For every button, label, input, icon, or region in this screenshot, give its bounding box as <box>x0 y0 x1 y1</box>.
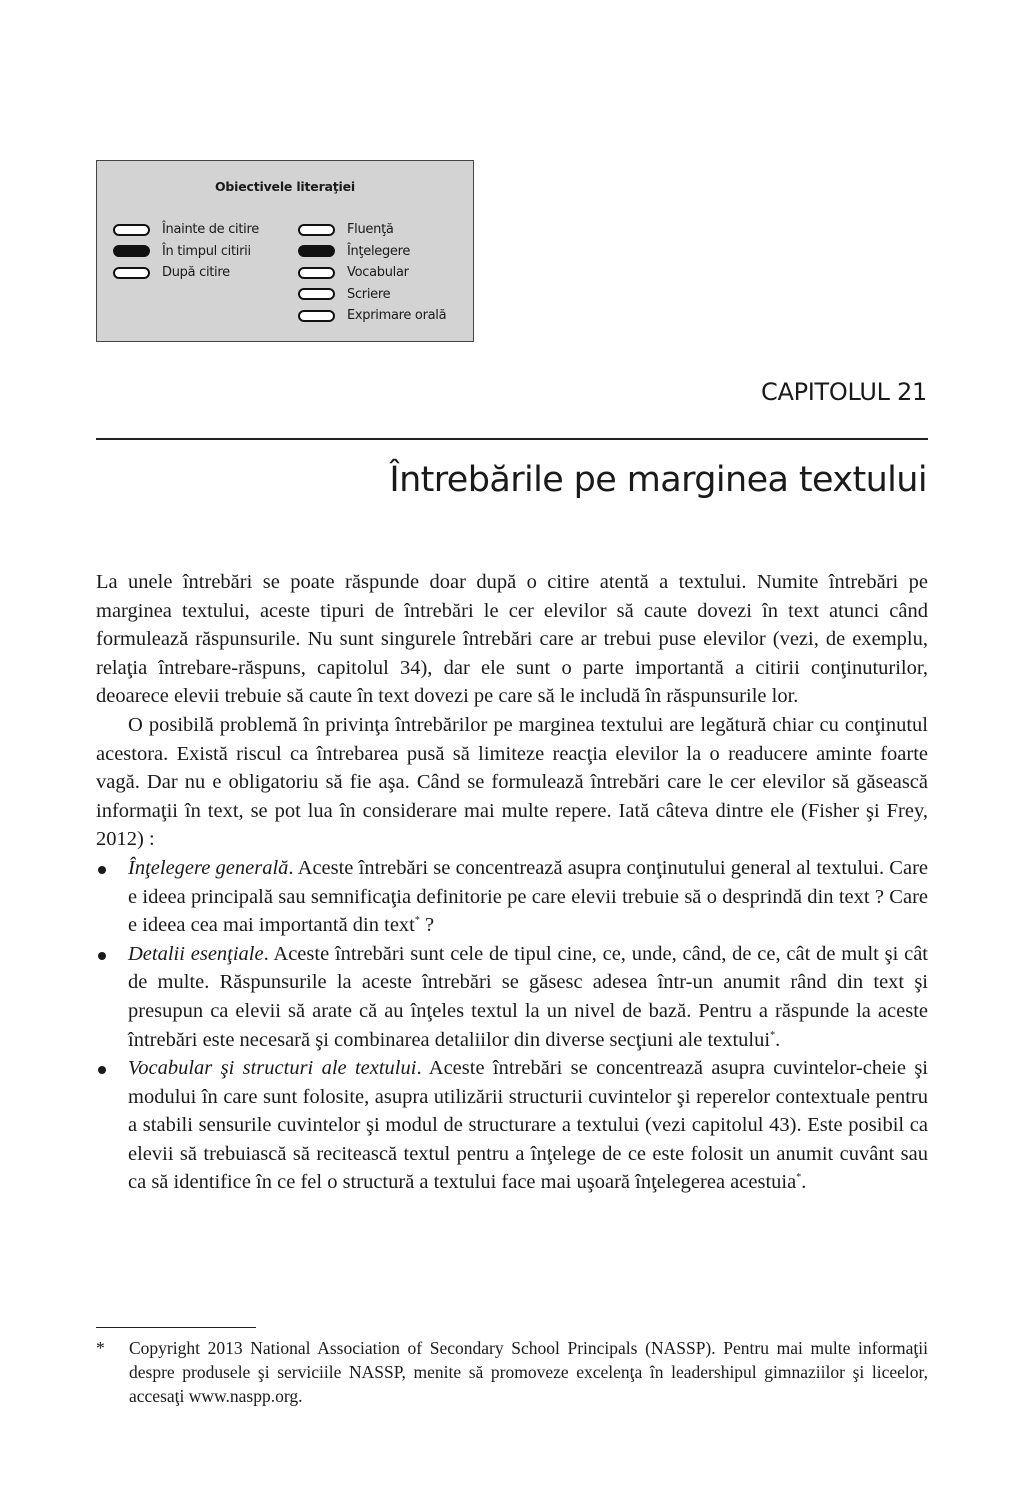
objective-label: După citire <box>162 265 230 281</box>
list-item-text-end: . <box>801 1171 807 1194</box>
bullet-icon <box>98 952 106 960</box>
objectives-reading-stage-column <box>113 219 259 284</box>
chapter-divider <box>96 438 928 440</box>
objective-item <box>113 219 259 241</box>
objectives-title: Obiectivele literaţiei <box>215 179 355 194</box>
empty-pill-icon <box>298 288 335 300</box>
paragraph: O posibilă problemă în privinţa întrebărilor pe marginea textului are legătură chiar cu conţinutul acestora. Există riscul ca întrebarea pusă să limiteze reacţia elevilor la o readucere aminte foarte vagă. Dar nu e obligatoriu să fie aşa. Când se formulează întrebări care le cer elevilor să găsească informaţii în text, se pot lua în considerare mai multe repere. Iată câteva dintre ele (Fisher şi Frey, 2012) : <box>96 713 928 851</box>
footnote-reference: * <box>414 915 420 927</box>
objective-label: Înţelegere <box>347 243 411 259</box>
empty-pill-icon <box>298 267 335 279</box>
footnote <box>96 1336 928 1408</box>
list-item <box>96 940 928 1054</box>
objective-label: Fluenţă <box>347 222 394 238</box>
list-item <box>96 1054 928 1197</box>
footnote-divider <box>96 1327 256 1328</box>
objective-label: Vocabular <box>347 265 409 281</box>
empty-pill-icon <box>113 224 150 236</box>
objective-item <box>113 262 259 284</box>
list-item <box>96 854 928 940</box>
filled-pill-icon <box>113 245 150 257</box>
list-item-term: Înţelegere generală <box>128 856 289 879</box>
list-item-text-end: . <box>775 1028 781 1051</box>
footnote-mark: * <box>96 1338 105 1358</box>
empty-pill-icon <box>298 310 335 322</box>
objective-label: Exprimare orală <box>347 308 447 324</box>
literacy-objectives-box <box>96 160 474 342</box>
objective-item <box>298 305 446 327</box>
empty-pill-icon <box>298 224 335 236</box>
list-item-text: . Aceste întrebări sunt cele de tipul cine, ce, unde, când, de ce, cât de mult şi cât de multe. Răspunsurile la aceste întrebări se găsesc adesea într-un anumit rând din text şi presupun ca elevii să arate că au înţeles textul la un nivel de bază. Pentru a răspunde la aceste întrebări este necesară şi combinarea detaliilor din diverse secţiuni ale textului <box>128 942 929 1051</box>
chapter-title: Întrebările pe marginea textului <box>389 460 927 500</box>
bullet-icon <box>98 1066 106 1074</box>
list-item-term: Vocabular şi structuri ale textului <box>128 1057 417 1080</box>
list-item-term: Detalii esenţiale <box>128 942 264 965</box>
objective-item <box>298 262 446 284</box>
objective-item <box>298 241 446 263</box>
chapter-body <box>96 568 928 1197</box>
list-item-text-end: ? <box>419 914 435 937</box>
footnote-reference: * <box>796 1172 802 1184</box>
empty-pill-icon <box>113 267 150 279</box>
paragraph: La unele întrebări se poate răspunde doar după o citire atentă a textului. Numite întrebări pe marginea textului, aceste tipuri de întrebări le cer elevilor să caute dovezi în text atunci când formulează răspunsurile. Nu sunt singurele întrebări care ar trebui puse elevilor (vezi, de exemplu, relaţia întrebare-răspuns, capitolul 34), dar ele sunt o parte importantă a citirii conţinuturilor, deoarece elevii trebuie să caute în text dovezi pe care să le includă în răspunsurile lor. <box>96 571 928 708</box>
filled-pill-icon <box>298 245 335 257</box>
list-item-text: . Aceste întrebări se concentrează asupra cuvintelor-cheie şi modului în care sunt folosite, asupra utilizării structurii cuvintelor şi reperelor contextuale pentru a stabili sensurile cuvintelor şi modul de structurare a textului (vezi capitolul 43). Este posibil ca elevii să trebuiască să recitească textul pentru a înţelege de ce este folosit un anumit cuvânt sau ca să identifice în ce fel o structură a textului face mai uşoară înţelegerea acestuia <box>128 1057 928 1194</box>
objective-label: Înainte de citire <box>162 222 259 238</box>
objective-item <box>298 284 446 306</box>
footnote-reference: * <box>770 1029 776 1041</box>
objectives-skill-column <box>298 219 446 327</box>
bullet-icon <box>98 866 106 874</box>
footnote-text: Copyright 2013 National Association of Secondary School Principals (NASSP). Pentru mai multe informaţii despre produsele şi serviciile NASSP, menite să promoveze excelenţa în leadershipul gimnaziilor şi liceelor, accesaţi www.naspp.org. <box>129 1338 928 1406</box>
criteria-list <box>96 854 928 1197</box>
objective-item <box>113 241 259 263</box>
objective-label: În timpul citirii <box>162 243 251 259</box>
objective-label: Scriere <box>347 286 391 302</box>
chapter-label: CAPITOLUL 21 <box>761 378 927 406</box>
list-item-text: . Aceste întrebări se concentrează asupra conţinutului general al textului. Care e ideea principală sau semnificaţia definitorie pe care elevii trebuie să o desprindă din text ? Care e ideea cea mai importantă din text <box>128 856 928 937</box>
objective-item <box>298 219 446 241</box>
